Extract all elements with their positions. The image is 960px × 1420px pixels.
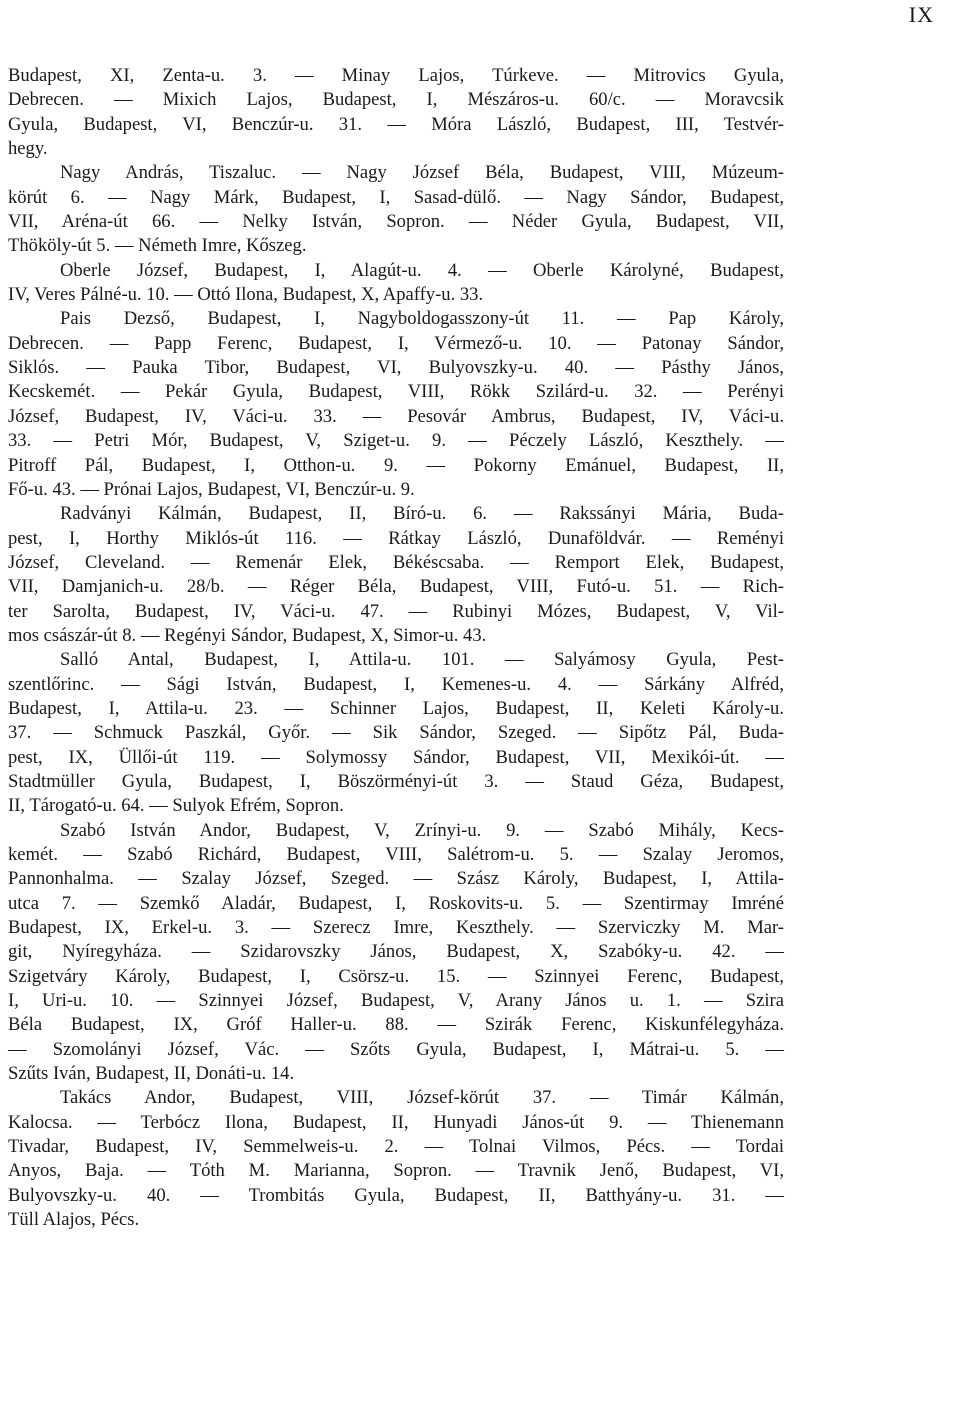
text-line: Fő-u. 43. — Prónai Lajos, Budapest, VI, Benczúr-u. 9. [8, 478, 415, 500]
text-line: — Szomolányi József, Vác. — Szőts Gyula, Budapest, I, Mátrai-u. 5. — [8, 1038, 784, 1060]
text-line: Szűts Iván, Budapest, II, Donáti-u. 14. [8, 1063, 295, 1085]
text-line: Thököly-út 5. — Németh Imre, Kőszeg. [8, 235, 307, 257]
text-line: Takács Andor, Budapest, VIII, József-körút 37. — Timár Kálmán, [60, 1087, 784, 1109]
directory-paragraph [8, 1086, 784, 1232]
text-line: utca 7. — Szemkő Aladár, Budapest, I, Roskovits-u. 5. — Szentirmay Imréné [8, 892, 784, 914]
text-line: Salló Antal, Budapest, I, Attila-u. 101. — Salyámosy Gyula, Pest- [60, 649, 784, 671]
text-line: Pannonhalma. — Szalay József, Szeged. — Szász Károly, Budapest, I, Attila- [8, 868, 784, 890]
text-line: Pais Dezső, Budapest, I, Nagyboldogasszony-út 11. — Pap Károly, [60, 308, 784, 330]
directory-paragraph [8, 161, 784, 258]
text-line: szentlőrinc. — Sági István, Budapest, I, Kemenes-u. 4. — Sárkány Alfréd, [8, 673, 784, 695]
directory-paragraph [8, 648, 784, 818]
text-line: Pitroff Pál, Budapest, I, Otthon-u. 9. — Pokorny Emánuel, Budapest, II, [8, 454, 784, 476]
text-line: mos császár-út 8. — Regényi Sándor, Budapest, X, Simor-u. 43. [8, 624, 487, 646]
text-line: ter Sarolta, Budapest, IV, Váci-u. 47. — Rubinyi Mózes, Budapest, V, Vil- [8, 600, 784, 622]
text-line: pest, IX, Üllői-út 119. — Solymossy Sándor, Budapest, VII, Mexikói-út. — [8, 746, 784, 768]
text-line: Nagy András, Tiszaluc. — Nagy József Béla, Budapest, VIII, Múzeum- [60, 162, 784, 184]
text-line: hegy. [8, 138, 48, 160]
text-line: Budapest, IX, Erkel-u. 3. — Szerecz Imre, Keszthely. — Szerviczky M. Mar- [8, 917, 784, 939]
page-number: IX [908, 2, 934, 27]
text-line: pest, I, Horthy Miklós-út 116. — Rátkay László, Dunaföldvár. — Reményi [8, 527, 784, 549]
directory-paragraph [8, 819, 784, 1087]
text-line: VII, Damjanich-u. 28/b. — Réger Béla, Budapest, VIII, Futó-u. 51. — Rich- [8, 576, 784, 598]
text-line: Bulyovszky-u. 40. — Trombitás Gyula, Budapest, II, Batthyány-u. 31. — [8, 1184, 784, 1206]
text-line: Debrecen. — Papp Ferenc, Budapest, I, Vérmező-u. 10. — Patonay Sándor, [8, 332, 784, 354]
directory-paragraph [8, 307, 784, 502]
text-line: Budapest, XI, Zenta-u. 3. — Minay Lajos, Túrkeve. — Mitrovics Gyula, [8, 65, 784, 86]
directory-paragraph [8, 502, 784, 648]
directory-paragraph [8, 64, 784, 161]
text-line: Anyos, Baja. — Tóth M. Marianna, Sopron. — Travnik Jenő, Budapest, VI, [8, 1160, 784, 1182]
text-line: 33. — Petri Mór, Budapest, V, Sziget-u. 9. — Péczely László, Keszthely. — [8, 430, 784, 452]
text-line: Béla Budapest, IX, Gróf Haller-u. 88. — Szirák Ferenc, Kiskunfélegyháza. [8, 1014, 784, 1036]
text-line: Szigetváry Károly, Budapest, I, Csörsz-u. 15. — Szinnyei Ferenc, Budapest, [8, 965, 784, 987]
text-line: Tivadar, Budapest, IV, Semmelweis-u. 2. — Tolnai Vilmos, Pécs. — Tordai [8, 1136, 784, 1158]
text-line: József, Cleveland. — Remenár Elek, Békéscsaba. — Remport Elek, Budapest, [8, 551, 784, 573]
text-line: Tüll Alajos, Pécs. [8, 1209, 140, 1231]
text-line: Szabó István Andor, Budapest, V, Zrínyi-u. 9. — Szabó Mihály, Kecs- [60, 819, 784, 841]
text-line: Budapest, I, Attila-u. 23. — Schinner Lajos, Budapest, II, Keleti Károly-u. [8, 697, 784, 719]
directory-paragraph [8, 259, 784, 308]
text-line: Kecskemét. — Pekár Gyula, Budapest, VIII, Rökk Szilárd-u. 32. — Perényi [8, 381, 784, 403]
text-block [8, 64, 784, 1233]
text-line: Stadtmüller Gyula, Budapest, I, Böszörményi-út 3. — Staud Géza, Budapest, [8, 770, 784, 792]
text-line: VII, Aréna-út 66. — Nelky István, Sopron. — Néder Gyula, Budapest, VII, [8, 211, 784, 233]
text-line: git, Nyíregyháza. — Szidarovszky János, Budapest, X, Szabóky-u. 42. — [8, 941, 784, 963]
text-line: körút 6. — Nagy Márk, Budapest, I, Sasad-dülő. — Nagy Sándor, Budapest, [8, 186, 784, 208]
text-line: 37. — Schmuck Paszkál, Győr. — Sik Sándor, Szeged. — Sipőtz Pál, Buda- [8, 722, 784, 744]
text-line: Oberle József, Budapest, I, Alagút-u. 4. — Oberle Károlyné, Budapest, [60, 259, 784, 281]
text-line: Gyula, Budapest, VI, Benczúr-u. 31. — Móra László, Budapest, III, Testvér- [8, 113, 784, 135]
text-line: Debrecen. — Mixich Lajos, Budapest, I, Mészáros-u. 60/c. — Moravcsik [8, 89, 784, 111]
text-line: II, Tárogató-u. 64. — Sulyok Efrém, Sopron. [8, 795, 344, 817]
text-line: Kalocsa. — Terbócz Ilona, Budapest, II, Hunyadi János-út 9. — Thienemann [8, 1111, 784, 1133]
text-line: Radványi Kálmán, Budapest, II, Bíró-u. 6. — Rakssányi Mária, Buda- [60, 503, 784, 525]
text-line: Siklós. — Pauka Tibor, Budapest, VI, Bulyovszky-u. 40. — Pásthy János, [8, 357, 784, 379]
text-line: I, Uri-u. 10. — Szinnyei József, Budapest, V, Arany János u. 1. — Szira [8, 990, 784, 1012]
text-line: kemét. — Szabó Richárd, Budapest, VIII, Salétrom-u. 5. — Szalay Jeromos, [8, 844, 784, 865]
text-line: József, Budapest, IV, Váci-u. 33. — Pesovár Ambrus, Budapest, IV, Váci-u. [8, 405, 784, 427]
text-line: IV, Veres Pálné-u. 10. — Ottó Ilona, Budapest, X, Apaffy-u. 33. [8, 284, 484, 306]
